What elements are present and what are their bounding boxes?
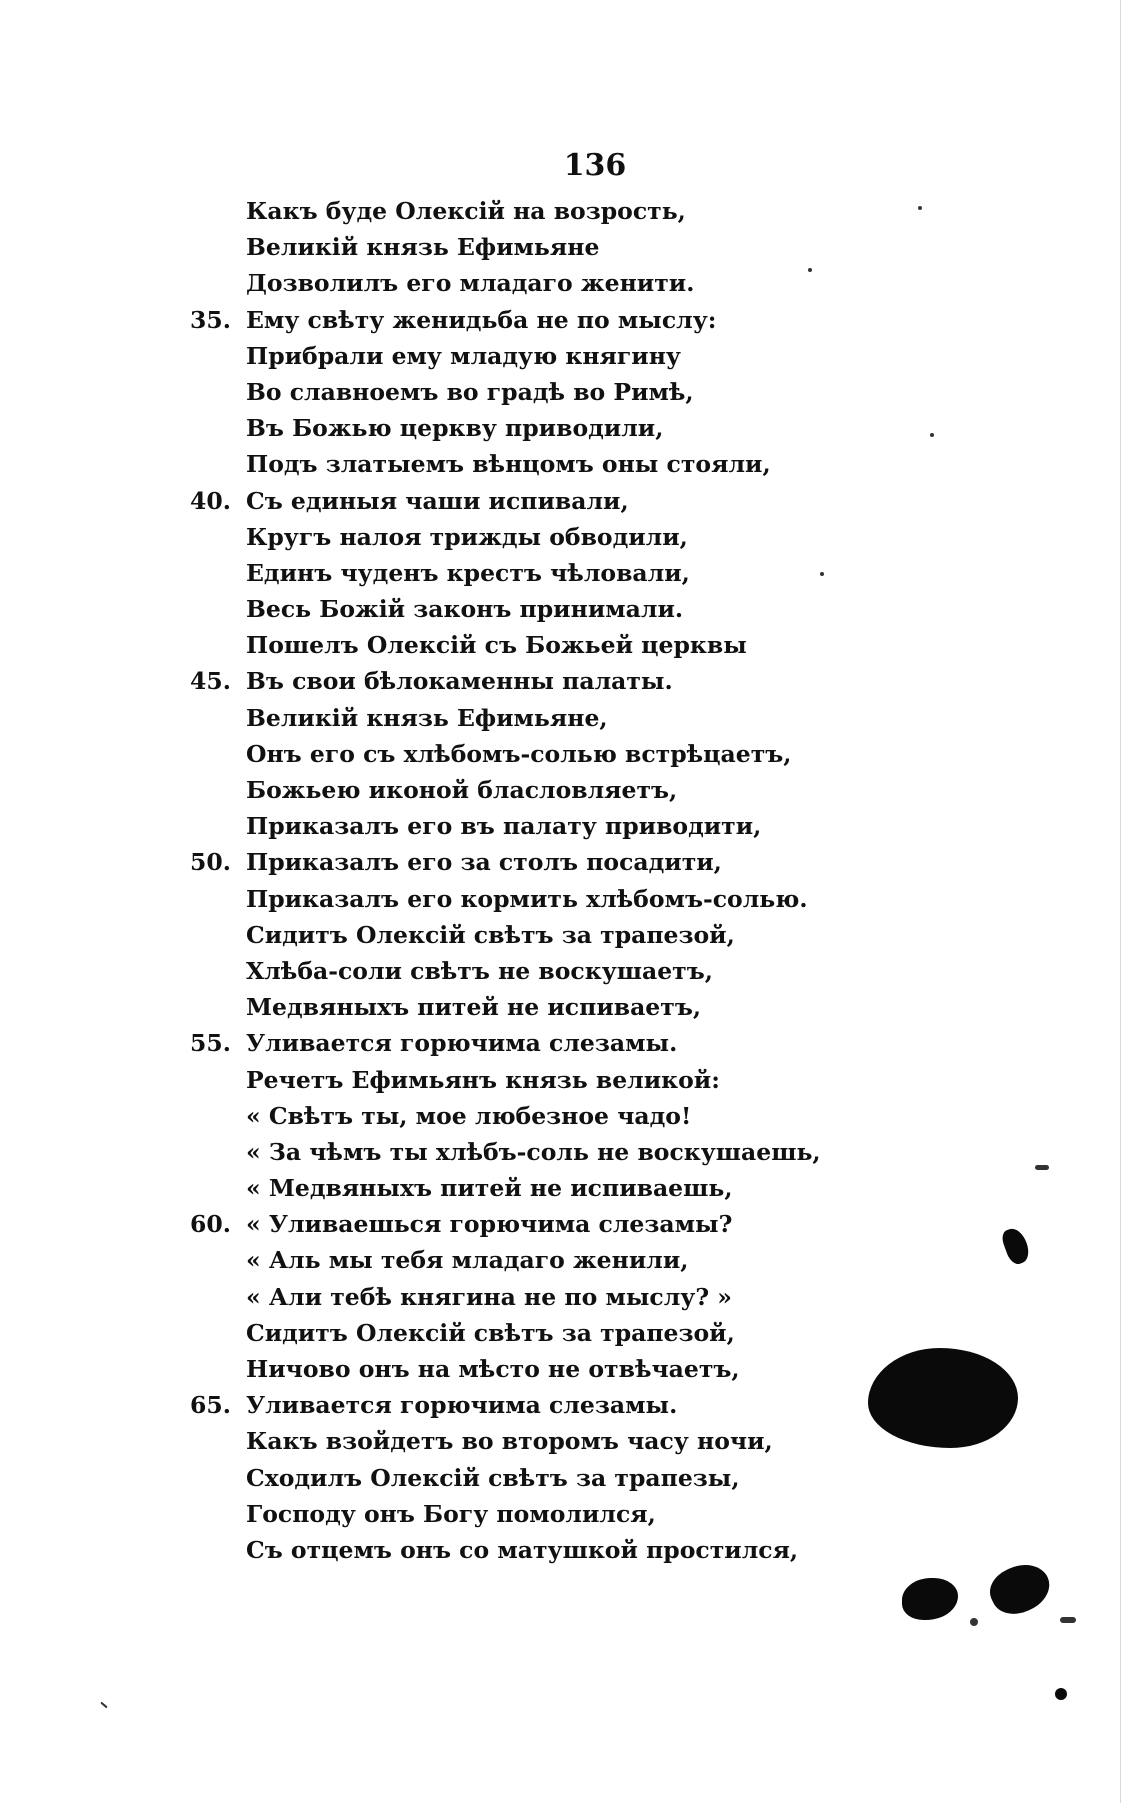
verse-line	[190, 1098, 930, 1134]
verse-number: 65.	[190, 1391, 231, 1420]
ink-speck	[1060, 1617, 1076, 1623]
verse-text: Сидитъ Олексій свѣтъ за трапезой,	[246, 1318, 735, 1347]
verse-text: Приказалъ его въ палату приводити,	[246, 812, 762, 841]
ink-blot	[1000, 1225, 1033, 1266]
verse-text: « За чѣмъ ты хлѣбъ-соль не воскушаешь,	[246, 1137, 821, 1166]
verse-number: 45.	[190, 667, 231, 696]
page-edge-line	[1120, 0, 1121, 1803]
verse-number: 50.	[190, 848, 231, 877]
ink-speck	[970, 1618, 978, 1626]
verse-line	[190, 1496, 930, 1532]
verse-text: Медвяныхъ питей не испиваетъ,	[246, 993, 702, 1022]
verse-line	[190, 627, 930, 663]
verse-text: Въ Божью церкву приводили,	[246, 414, 664, 443]
verse-text: Весь Божій законъ принимали.	[246, 595, 684, 624]
verse-text: Ему свѣту женидьба не по мыслу:	[246, 305, 717, 334]
verse-text: Въ свои бѣлокаменны палаты.	[246, 667, 673, 696]
verse-line	[190, 917, 930, 953]
verse-number: 60.	[190, 1210, 231, 1239]
verse-line	[190, 953, 930, 989]
verse-text: « Али тебѣ княгина не по мыслу? »	[246, 1282, 732, 1311]
verse-text: Господу онъ Богу помолился,	[246, 1499, 656, 1528]
verse-text: Речетъ Ефимьянъ князь великой:	[246, 1065, 720, 1094]
verse-text: Приказалъ его за столъ посадити,	[246, 848, 722, 877]
verse-text: Какъ буде Олексій на возрость,	[246, 197, 686, 225]
verse-line	[190, 1025, 930, 1061]
verse-text: « Уливаешься горючима слезамы?	[246, 1210, 733, 1239]
verse-line	[190, 374, 930, 410]
verse-line	[190, 736, 930, 772]
verse-line	[190, 1532, 930, 1568]
verse-line	[190, 772, 930, 808]
verse-line	[190, 1134, 930, 1170]
verse-text: Великій князь Ефимьяне,	[246, 703, 608, 732]
verse-line	[190, 989, 930, 1025]
verse-number: 55.	[190, 1029, 231, 1058]
verse-text: Божьею иконой бласловляетъ,	[246, 776, 678, 804]
verse-line	[190, 808, 930, 844]
ink-blot	[868, 1348, 1018, 1448]
verse-line	[190, 265, 930, 301]
verse-text: « Аль мы тебя младаго женили,	[246, 1246, 689, 1275]
verse-line	[190, 410, 930, 446]
verse-block	[190, 193, 930, 1568]
verse-line	[190, 446, 930, 482]
verse-line	[190, 1315, 930, 1351]
ink-speck	[1035, 1165, 1049, 1170]
verse-line	[190, 519, 930, 555]
verse-line	[190, 1351, 930, 1387]
verse-text: Единъ чуденъ крестъ чѣловали,	[246, 558, 690, 587]
verse-text: Подъ златыемъ вѣнцомъ оны стояли,	[246, 450, 771, 479]
verse-text: Приказалъ его кормить хлѣбомъ-солью.	[246, 884, 808, 913]
verse-text: Кругъ налоя трижды обводили,	[246, 522, 688, 551]
verse-text: Великій князь Ефимьяне	[246, 233, 600, 262]
ink-speck	[100, 1702, 107, 1709]
verse-text: Съ единыя чаши испивали,	[246, 486, 629, 515]
verse-text: Сидитъ Олексій свѣтъ за трапезой,	[246, 920, 735, 949]
page-number: 136	[563, 148, 627, 183]
verse-text: Уливается горючима слезамы.	[246, 1391, 678, 1420]
verse-line	[190, 663, 930, 699]
verse-line	[190, 700, 930, 736]
verse-line	[190, 338, 930, 374]
verse-text: Сходилъ Олексій свѣтъ за трапезы,	[246, 1463, 740, 1492]
verse-text: Съ отцемъ онъ со матушкой простился,	[246, 1535, 799, 1564]
verse-text: « Медвяныхъ питей не испиваешь,	[246, 1174, 733, 1203]
verse-text: Дозволилъ его младаго женити.	[246, 269, 695, 298]
verse-line	[190, 1279, 930, 1315]
verse-line	[190, 881, 930, 917]
verse-line	[190, 555, 930, 591]
ink-speck	[808, 268, 812, 272]
verse-text: Пошелъ Олексій съ Божьей церквы	[246, 631, 747, 660]
verse-number: 35.	[190, 305, 231, 334]
verse-line	[190, 1062, 930, 1098]
ink-blot	[983, 1555, 1057, 1622]
verse-line	[190, 302, 930, 338]
ink-speck	[930, 433, 934, 437]
verse-text: Хлѣба-соли свѣтъ не воскушаетъ,	[246, 956, 713, 985]
ink-blot	[902, 1578, 958, 1620]
verse-text: Ничово онъ на мѣсто не отвѣчаетъ,	[246, 1355, 740, 1383]
verse-text: Какъ взойдетъ во второмъ часу ночи,	[246, 1427, 773, 1456]
verse-line	[190, 1206, 930, 1242]
verse-text: Прибрали ему младую княгину	[246, 341, 681, 370]
verse-text: Онъ его съ хлѣбомъ-солью встрѣцаетъ,	[246, 739, 792, 768]
verse-line	[190, 591, 930, 627]
verse-text: Уливается горючима слезамы.	[246, 1029, 678, 1058]
verse-line	[190, 844, 930, 880]
verse-line	[190, 1242, 930, 1278]
verse-line	[190, 229, 930, 265]
verse-text: « Свѣтъ ты, мое любезное чадо!	[246, 1101, 692, 1130]
ink-speck	[918, 206, 922, 210]
verse-line	[190, 1387, 930, 1423]
verse-line	[190, 1170, 930, 1206]
verse-number: 40.	[190, 486, 231, 515]
verse-line	[190, 193, 930, 229]
ink-speck	[820, 572, 824, 576]
verse-line	[190, 1460, 930, 1496]
ink-blot	[1055, 1688, 1067, 1700]
verse-text: Во славноемъ во градѣ во Римѣ,	[246, 377, 694, 406]
verse-line	[190, 1423, 930, 1459]
verse-line	[190, 483, 930, 519]
